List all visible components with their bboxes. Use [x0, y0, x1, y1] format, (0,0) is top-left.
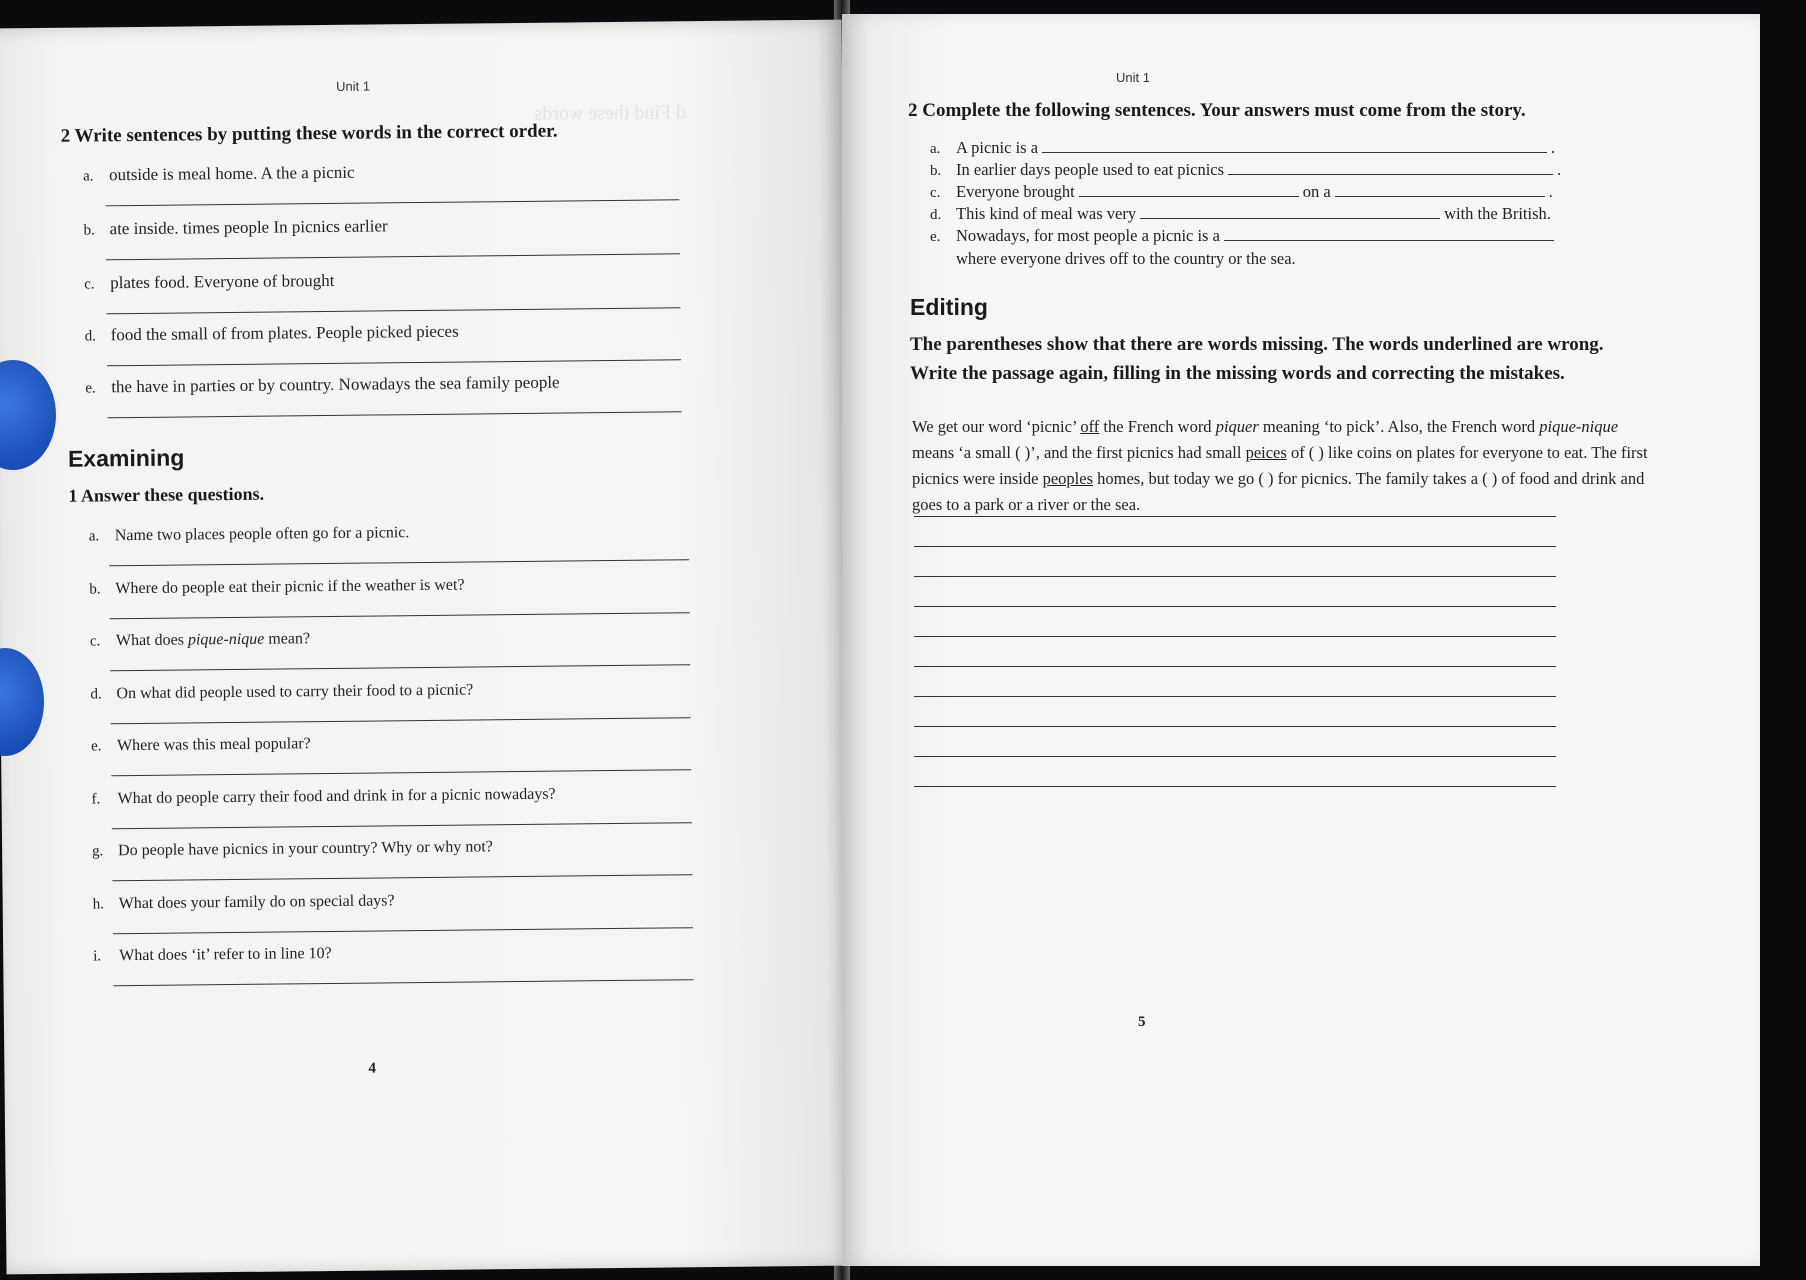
question-item: [92, 838, 493, 860]
question-item: [91, 735, 311, 755]
item-letter: a.: [82, 168, 94, 185]
item-text: food the small of from plates. People picked pieces: [110, 321, 459, 345]
answer-line[interactable]: [914, 726, 1556, 727]
question-item: [89, 577, 464, 599]
item-letter: d.: [84, 328, 97, 345]
item-letter: b.: [89, 581, 101, 598]
question-text: Where was this meal popular?: [116, 735, 311, 755]
complete-sentence-item: [930, 204, 1551, 224]
item-text: ate inside. times people In picnics earlier: [109, 216, 388, 239]
passage-text: meaning ‘to pick’. Also, the French word: [1258, 417, 1540, 436]
answer-line[interactable]: [111, 769, 691, 776]
item-text: This kind of meal was very: [956, 204, 1137, 223]
answer-line[interactable]: [914, 606, 1556, 607]
item-letter: d.: [930, 207, 942, 223]
running-head-right: Unit 1: [1116, 70, 1150, 85]
item-text: .: [1548, 182, 1553, 201]
question-text: Do people have picnics in your country? Why or why not?: [118, 838, 493, 860]
passage-text: homes, but today we go ( ) for picnics. The family takes a ( ) of food and drink and goes to a park or a river or the sea.: [912, 469, 1645, 514]
answer-line[interactable]: [109, 559, 689, 566]
fill-in-blank[interactable]: [1335, 182, 1545, 197]
editing-title: Editing: [910, 294, 988, 320]
fill-in-blank[interactable]: [1079, 182, 1299, 197]
underlined-word: peices: [1245, 443, 1287, 462]
answer-line[interactable]: [914, 546, 1556, 547]
answer-line[interactable]: [112, 874, 692, 881]
item-text: .: [1551, 138, 1556, 157]
answer-line[interactable]: [914, 696, 1556, 697]
complete-sentence-item: [930, 226, 1558, 246]
complete-sentences-text: 2 Complete the following sentences. Your answers must come from the story.: [908, 100, 1526, 121]
answer-line[interactable]: [111, 717, 691, 724]
editing-passage: [912, 414, 1652, 518]
item-text: the have in parties or by country. Nowadays the sea family people: [111, 372, 560, 397]
answer-line[interactable]: [110, 664, 690, 671]
question-item: [93, 892, 395, 913]
item-text: Nowadays, for most people a picnic is a: [956, 226, 1220, 245]
italic-word: piquer: [1215, 417, 1259, 436]
complete-sentence-item: [930, 182, 1553, 202]
fill-in-blank[interactable]: [1224, 226, 1554, 241]
complete-sentence-item: [930, 138, 1555, 158]
answer-line[interactable]: [108, 411, 682, 418]
word-order-item: [84, 271, 334, 294]
item-letter: c.: [84, 276, 95, 293]
item-letter: e.: [930, 229, 941, 245]
question-text: Where do people eat their picnic if the weather is wet?: [115, 576, 465, 598]
answer-questions-heading: 1 Answer these questions.: [68, 483, 265, 506]
item-letter: f.: [91, 791, 101, 808]
examining-title: Examining: [67, 444, 185, 472]
answer-line[interactable]: [106, 307, 680, 314]
answer-line[interactable]: [112, 822, 692, 829]
show-through-text: d Find these words: [534, 101, 687, 125]
running-head-left: Unit 1: [336, 78, 371, 94]
item-text: In earlier days people used to eat picnics: [956, 160, 1225, 179]
answer-line[interactable]: [107, 359, 681, 366]
question-item: [91, 786, 555, 809]
item-letter: e.: [85, 380, 96, 397]
question-text: What does your family do on special days?: [118, 892, 395, 913]
question-text: mean?: [264, 630, 311, 648]
word-order-item: [84, 216, 388, 239]
item-letter: h.: [92, 896, 105, 913]
passage-text: of ( ) like coins on plates for everyone to eat. The first picnics were inside: [912, 443, 1648, 488]
left-page: [0, 20, 855, 1275]
complete-sentences-heading: [908, 100, 1526, 122]
fill-in-blank[interactable]: [1140, 204, 1440, 219]
item-letter: b.: [930, 163, 942, 179]
item-text-continued: where everyone drives off to the country or the sea.: [956, 249, 1296, 268]
item-letter: a.: [88, 528, 100, 545]
item-letter: c.: [89, 633, 101, 650]
passage-text: the French word: [1099, 417, 1216, 436]
answer-line[interactable]: [914, 666, 1556, 667]
item-letter: i.: [93, 948, 102, 965]
item-letter: e.: [90, 738, 102, 755]
question-item: [93, 945, 332, 965]
item-letter: b.: [83, 222, 95, 239]
page-number-left: 4: [368, 1060, 376, 1077]
word-order-item: [85, 373, 559, 398]
page-number-right: 5: [1138, 1014, 1146, 1030]
question-item: [90, 630, 310, 650]
answer-line[interactable]: [105, 199, 679, 206]
question-text: What do people carry their food and drink in for a picnic nowadays?: [117, 785, 556, 808]
question-item: [90, 681, 473, 703]
item-letter: c.: [930, 185, 941, 201]
fill-in-blank[interactable]: [1228, 160, 1553, 175]
complete-sentence-item: [930, 160, 1561, 180]
question-item: [89, 524, 410, 545]
item-text: .: [1557, 160, 1562, 179]
right-page: [842, 14, 1760, 1266]
editing-instruction: The parentheses show that there are words missing. The words underlined are wrong. Write the passage again, filling in the missing words and correcting the mistakes.: [910, 334, 1604, 384]
task-2-heading: 2 Write sentences by putting these words in the correct order.: [60, 120, 558, 147]
item-text: A picnic is a: [956, 138, 1039, 157]
answer-line[interactable]: [114, 979, 694, 986]
item-text: on a: [1302, 182, 1331, 201]
answer-line[interactable]: [113, 927, 693, 934]
question-text: pique-nique: [187, 630, 265, 649]
item-text: outside is meal home. A the a picnic: [108, 162, 355, 185]
item-text: plates food. Everyone of brought: [110, 270, 335, 293]
item-letter: g.: [92, 843, 104, 860]
word-order-item: [85, 322, 459, 346]
underlined-word: off: [1080, 417, 1100, 436]
italic-word: pique-nique: [1539, 417, 1619, 436]
answer-line[interactable]: [914, 516, 1556, 517]
answer-line[interactable]: [106, 253, 680, 260]
item-letter: a.: [930, 141, 941, 157]
underlined-word: peoples: [1042, 469, 1093, 488]
item-text: Everyone brought: [956, 182, 1075, 201]
question-text: Name two places people often go for a picnic.: [114, 524, 410, 545]
answer-line[interactable]: [914, 576, 1556, 577]
passage-text: We get our word ‘picnic’: [912, 417, 1081, 436]
item-text: with the British.: [1444, 204, 1551, 223]
question-text: What does ‘it’ refer to in line 10?: [119, 944, 332, 965]
answer-line[interactable]: [110, 612, 690, 619]
fill-in-blank[interactable]: [1042, 138, 1547, 153]
answer-line[interactable]: [914, 636, 1556, 637]
word-order-item: [83, 163, 355, 186]
passage-text: means ‘a small ( )’, and the first picnics had small: [912, 443, 1246, 462]
answer-line[interactable]: [914, 786, 1556, 787]
question-text: On what did people used to carry their food to a picnic?: [116, 681, 474, 703]
answer-line[interactable]: [914, 756, 1556, 757]
item-letter: d.: [90, 686, 102, 703]
question-text: What does: [115, 631, 188, 650]
